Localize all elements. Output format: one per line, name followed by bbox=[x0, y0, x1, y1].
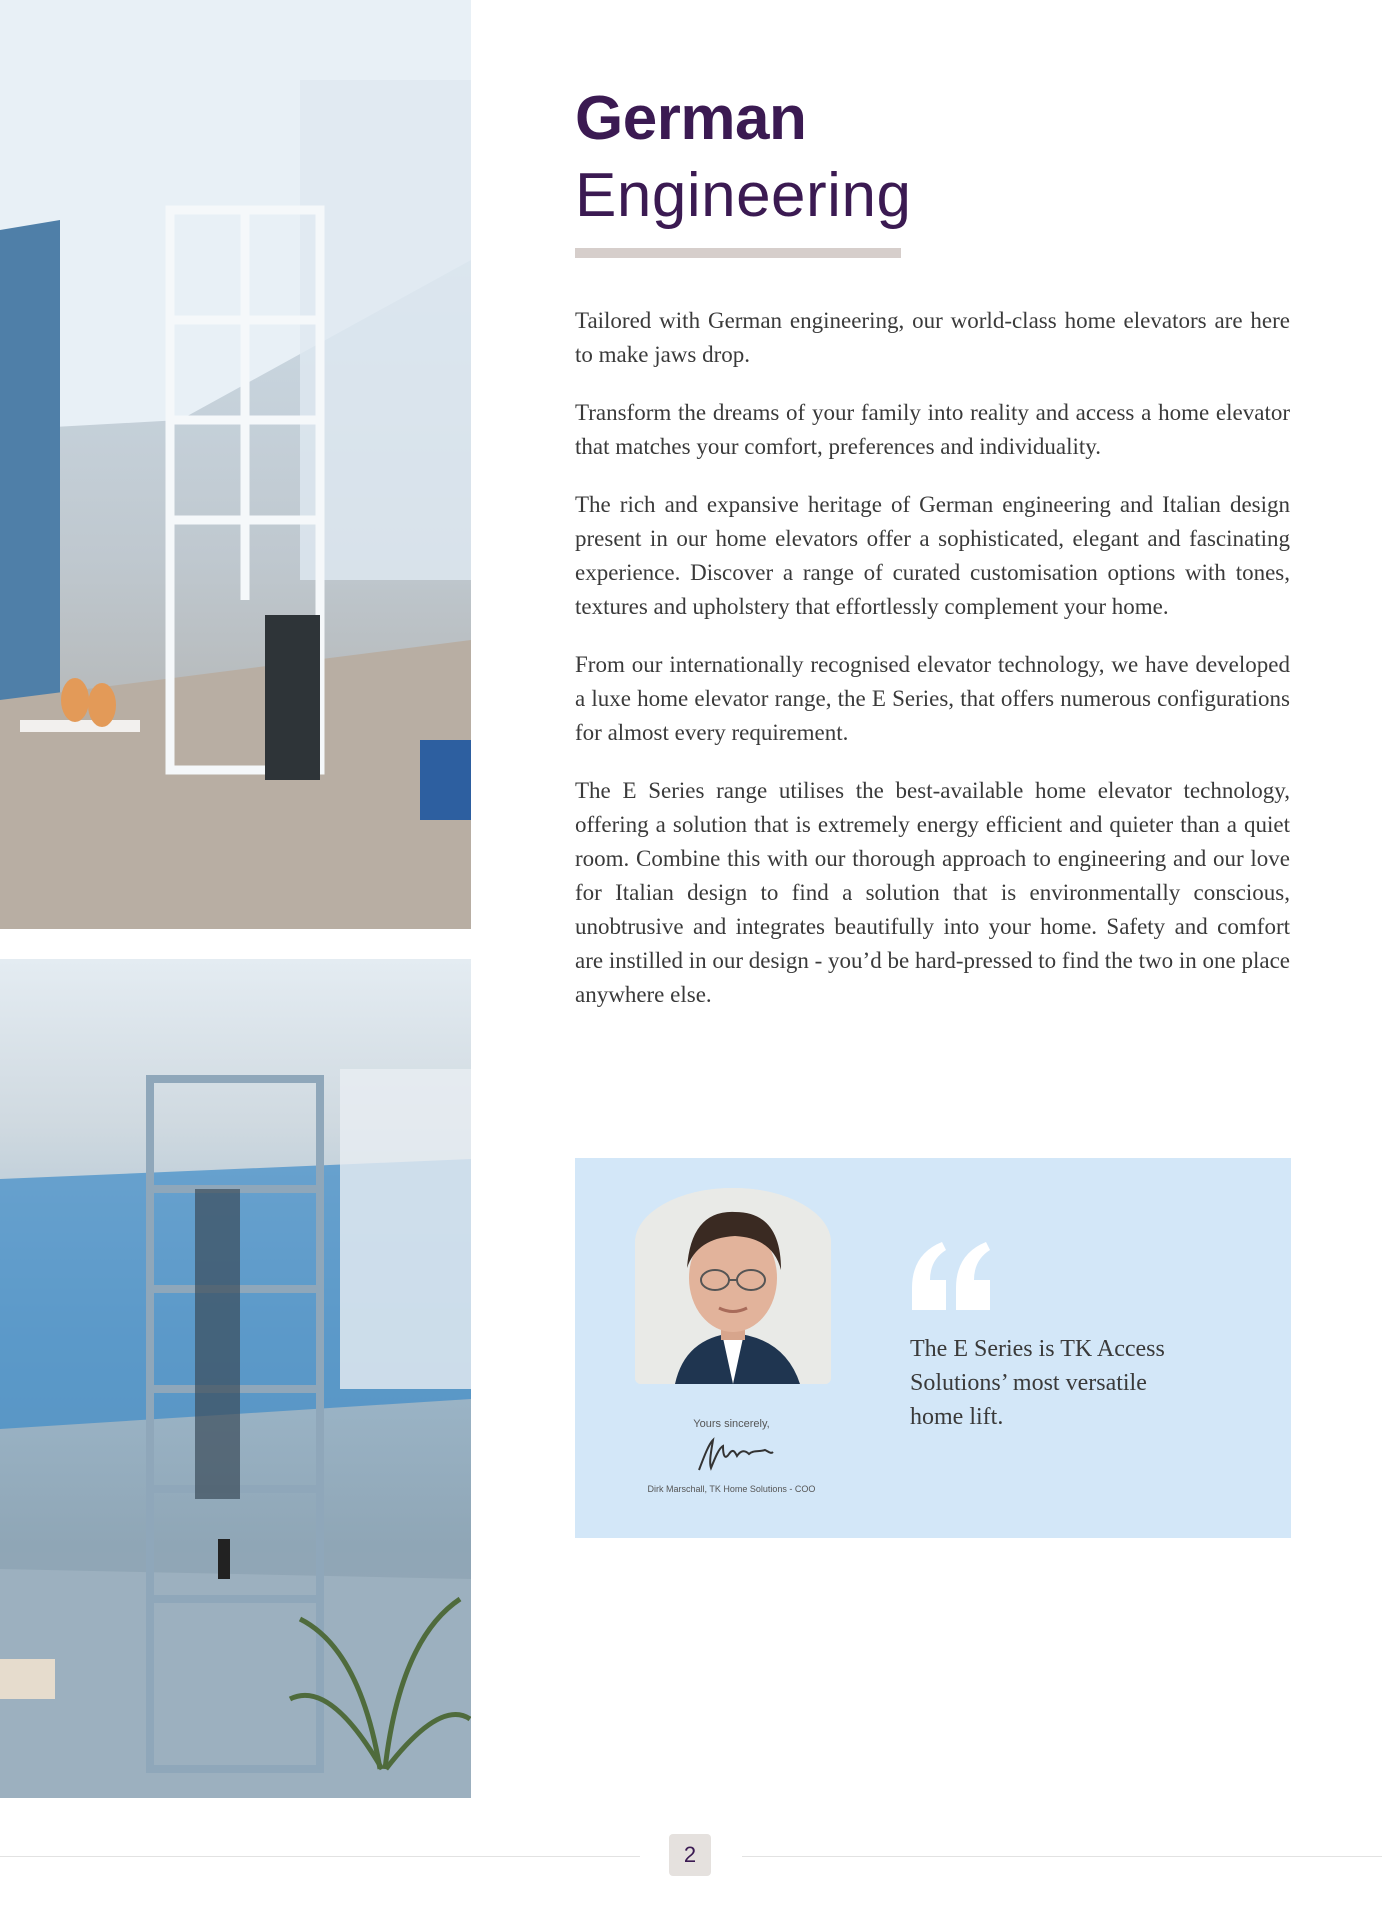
closing-text: Yours sincerely, bbox=[693, 1418, 770, 1430]
elevator-interior-photo-top bbox=[0, 0, 471, 929]
paragraph-4: From our internationally recognised elevator technology, we have developed a luxe home elevator range, the E Series, that offers numerous configurations for almost every requirement. bbox=[575, 652, 1290, 745]
body-text bbox=[575, 304, 1290, 1036]
elevator-pool-photo-bottom bbox=[0, 959, 471, 1798]
quote-text: The E Series is TK Access Solutions’ most versatile home lift. bbox=[910, 1336, 1165, 1430]
double-quote-icon bbox=[908, 1240, 994, 1312]
signature bbox=[693, 1434, 777, 1476]
footer-divider-right bbox=[742, 1856, 1382, 1857]
executive-portrait bbox=[635, 1188, 831, 1384]
paragraph-5: The E Series range utilises the best-available home elevator technology, offering a solution that is extremely energy efficient and quieter than a quiet room. Combine this with our thorough approach to engineering and our love for Italian design to find a solution that is environmentally conscious, unobtrusive and integrates beautifully into your home. Safety and comfort are instilled in our design - you’d be hard-pressed to find the two in one place anywhere else. bbox=[575, 778, 1290, 1007]
footer-divider-left bbox=[0, 1856, 640, 1857]
page-number: 2 bbox=[669, 1834, 711, 1876]
paragraph-1: Tailored with German engineering, our world-class home elevators are here to make jaws drop. bbox=[575, 308, 1290, 367]
page-title bbox=[575, 82, 911, 236]
paragraph-3: The rich and expansive heritage of German engineering and Italian design present in our home elevators offer a sophisticated, elegant and fascinating experience. Discover a range of curated customisation options with tones, textures and upholstery that effortlessly complement your home. bbox=[575, 492, 1290, 619]
title-line-bold: German bbox=[575, 84, 807, 153]
signer-name: Dirk Marschall, TK Home Solutions - COO bbox=[647, 1484, 816, 1494]
quote-card bbox=[575, 1158, 1291, 1538]
paragraph-2: Transform the dreams of your family into reality and access a home elevator that matches your comfort, preferences and individuality. bbox=[575, 400, 1290, 459]
title-line-light: Engineering bbox=[575, 161, 912, 230]
title-underline bbox=[575, 248, 901, 258]
